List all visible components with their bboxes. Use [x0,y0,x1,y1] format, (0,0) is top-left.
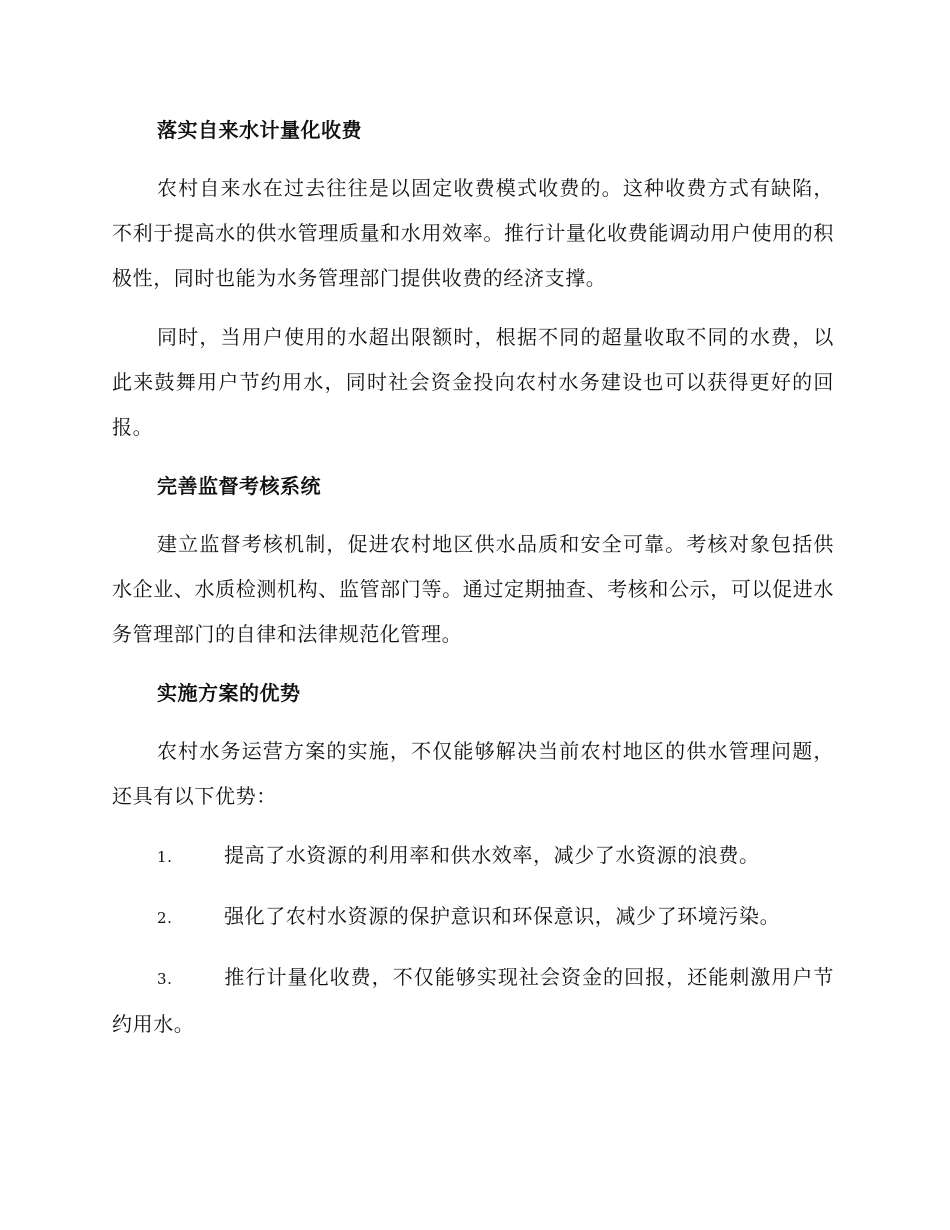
list-number: 3. [157,970,173,988]
list-item-text: 提高了水资源的利用率和供水效率，减少了水资源的浪费。 [224,843,760,867]
list-item-text: 推行计量化收费，不仅能够实现社会资金的回报，还能刺激用户节约用水。 [112,965,834,1036]
paragraph: 建立监督考核机制，促进农村地区供水品质和安全可靠。考核对象包括供水企业、水质检测机构、监管部门等。通过定期抽查、考核和公示，可以促进水务管理部门的自律和法律规范化管理。 [112,532,834,646]
section-heading: 完善监督考核系统 [157,474,321,498]
section-heading: 实施方案的优势 [157,681,301,705]
paragraph: 同时，当用户使用的水超出限额时，根据不同的超量收取不同的水费，以此来鼓舞用户节约用水，同时社会资金投向农村水务建设也可以获得更好的回报。 [112,325,834,439]
list-number: 2. [157,909,173,927]
list-item [112,955,834,1047]
document-page [112,108,834,1047]
section-heading: 落实自来水计量化收费 [157,118,362,142]
list-number: 1. [157,848,173,866]
list-item [112,833,834,880]
paragraph: 农村水务运营方案的实施，不仅能够解决当前农村地区的供水管理问题，还具有以下优势： [112,739,834,808]
paragraph: 农村自来水在过去往往是以固定收费模式收费的。这种收费方式有缺陷，不利于提高水的供水管理质量和水用效率。推行计量化收费能调动用户使用的积极性，同时也能为水务管理部门提供收费的经济支撑。 [112,176,834,290]
list-item-text: 强化了农村水资源的保护意识和环保意识，减少了环境污染。 [224,904,781,928]
list-item [112,894,834,941]
